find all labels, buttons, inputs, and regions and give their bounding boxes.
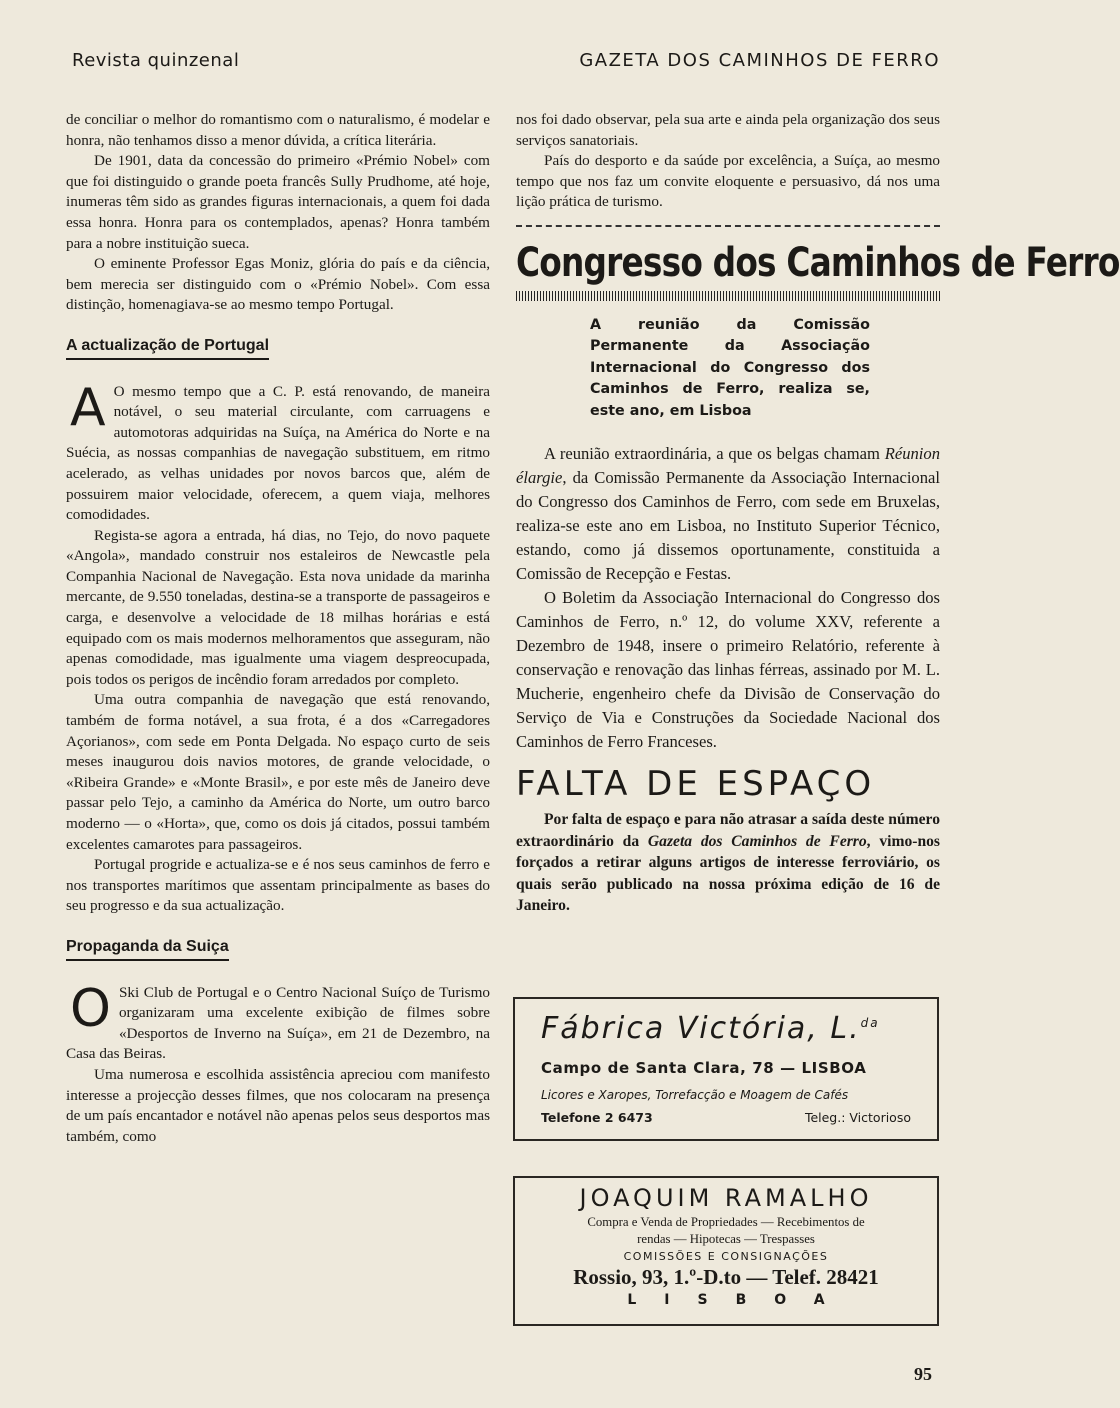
section-heading-propaganda: Propaganda da Suiça [66, 937, 229, 961]
text-run: A reunião extraordinária, a que os belgas chamam [544, 444, 885, 464]
paragraph: Uma outra companhia de navegação que está renovando, também de forma notável, a sua frota, é a dos «Carregadores Açorianos», com sede em Ponta Delgada. No espaço curto de seis meses inaugurou dois navios motores, de grande velocidade, o «Ribeira Grande» e «Monte Brasil», e por este mês de Janeiro deve passar pelo Tejo, a caminho da América do Norte, um outro barco moderno — o «Horta», que, como os dois já citados, possui também excelentes camarotes para passageiros. [66, 691, 490, 853]
decorative-rule [516, 291, 940, 301]
text-run: , vimo-nos forçados a retirar alguns artigos de interesse ferroviário, os quais serão publicado na nossa próxima edição de 16 de Janeiro. [516, 832, 940, 915]
ad-description-secondary: COMISSÕES E CONSIGNAÇÕES [623, 1250, 829, 1263]
drop-cap: A [70, 377, 106, 438]
running-header-left: Revista quinzenal [72, 50, 240, 71]
ad-name-text: Fábrica Victória, L. [541, 1011, 861, 1046]
ad-name-sup: da [860, 1016, 880, 1030]
advertisement-joaquim-ramalho [513, 1176, 939, 1326]
paragraph: País do desporto e da saúde por excelência, a Suíça, ao mesmo tempo que nos faz um convite eloquente e persuasivo, dá nos uma lição prática de turismo. [516, 152, 940, 211]
ad-city: LISBOA [627, 1292, 853, 1308]
paragraph: Portugal progride e actualiza-se e é nos seus caminhos de ferro e nos transportes marítimos que assentam principalmente as bases do seu progresso e da sua actualização. [66, 856, 490, 915]
paragraph: O eminente Professor Egas Moniz, glória do país e da ciência, bem merecia ser distinguido com o «Prémio Nobel». Com essa distinção, homenagiava-se ao mesmo tempo Portugal. [66, 255, 490, 314]
paragraph: De 1901, data da concessão do primeiro «Prémio Nobel» com que foi distinguido o grande poeta francês Sully Prudhome, até hoje, inumeras têm sido as grandes figuras internacionais, a quem foi dada essa honra. Honra para os contemplados, apenas? Honra também para a nobre instituição sueca. [66, 152, 490, 252]
italic-text: Gazeta dos Caminhos de Ferro [647, 832, 867, 850]
ad-address: Campo de Santa Clara, 78 — LISBOA [541, 1059, 867, 1077]
paragraph: Regista-se agora a entrada, há dias, no Tejo, do novo paquete «Angola», mandado construir nos estaleiros de Newcastle pela Companhia Nacional de Navegação. Esta nova unidade da marinha mercante, de 9.550 toneladas, destina-se a transporte de passageiros e carga, e desenvolve a velocidade de 18 milhas horárias e está equipado com os mais modernos melhoramentos que asseguram, não apenas comodidade, mas igualmente uma viagem despreocupada, pois todos os perigos de incêndio foram arredados por completo. [66, 526, 490, 688]
text-run: , da Comissão Permanente da Associação Internacional do Congresso dos Caminhos de Ferro, com sede em Bruxelas, realiza-se este ano em Lisboa, no Instituto Superior Técnico, estando, como já dissemos oportunamente, constituida a Comissão de Recepção e Festas. [516, 468, 940, 584]
page-number: 95 [914, 1364, 932, 1384]
paragraph: Uma numerosa e escolhida assistência apreciou com manifesto interesse a projecção desses filmes, que nos colocaram na presença de um país encantador e notável não apenas pelos seus desportos mas também, como [66, 1065, 490, 1145]
ad-phone: Telefone 2 6473 [541, 1110, 653, 1125]
section-heading-actualizacao: A actualização de Portugal [66, 336, 269, 360]
paragraph [66, 377, 490, 526]
divider [516, 225, 940, 227]
paragraph: O Boletim da Associação Internacional do Congresso dos Caminhos de Ferro, n.º 12, do volume XXV, referente a Dezembro de 1948, insere o primeiro Relatório, referente à conservação e renovação das linhas férreas, assinado por M. L. Mucherie, engenheiro chefe da Divisão de Conservação do Serviço de Via e Construções da Sociedade Nacional dos Caminhos de Ferro Franceses. [516, 588, 940, 752]
ad-name [541, 1011, 880, 1046]
paragraph: de conciliar o melhor do romantismo com o naturalismo, é modelar e honra, não tenhamos disso a menor dúvida, a crítica literária. [66, 111, 490, 149]
ad-name: JOAQUIM RAMALHO [579, 1184, 873, 1212]
running-header-right: GAZETA DOS CAMINHOS DE FERRO [579, 50, 940, 71]
paragraph-text: O mesmo tempo que a C. P. está renovando, de maneira notável, o seu material circulante, com carruagens e automotoras adquiridas na Suíça, na América do Norte e na Suécia, as nossas companhias de navegação substituem, em ritmo acelerado, as velhas unidades por novos barcos que, além de possuirem maior velocidade, oferecem, a quem viaja, melhores comodidades. [66, 382, 490, 524]
ad-products: Licores e Xaropes, Torrefacção e Moagem de Cafés [541, 1088, 849, 1102]
ad-telegraph: Teleg.: Victorioso [804, 1110, 911, 1125]
drop-cap: O [70, 978, 111, 1039]
text-run: Por falta de espaço e para não atrasar a saída deste número extraordinário da [516, 811, 940, 850]
ad-address: Rossio, 93, 1.º-D.to — Telef. 28421 [573, 1265, 879, 1289]
congress-subheading: A reunião da Comissão Permanente da Associação Internacional do Congresso dos Caminhos de Ferro, realiza se, este ano, em Lisboa [590, 316, 870, 419]
advertisement-fabrica-victoria [513, 997, 939, 1141]
right-column [516, 110, 1120, 917]
paragraph [516, 809, 940, 917]
congress-title: Congresso dos Caminhos de Ferro [516, 239, 1120, 286]
falta-title: FALTA DE ESPAÇO [516, 764, 876, 805]
paragraph [66, 978, 490, 1065]
paragraph [516, 442, 940, 586]
paragraph-text: Ski Club de Portugal e o Centro Nacional Suíço de Turismo organizaram uma excelente exibição de filmes sobre «Desportos de Inverno na Suíça», em 21 de Dezembro, na Casa das Beiras. [66, 983, 490, 1063]
italic-text: Réunion élargie [516, 444, 940, 488]
left-column [66, 110, 490, 1147]
ad-description: Compra e Venda de Propriedades — Recebimentos de rendas — Hipotecas — Trespasses [587, 1215, 865, 1246]
paragraph: nos foi dado observar, pela sua arte e ainda pela organização dos seus serviços sanatoriais. [516, 111, 940, 149]
